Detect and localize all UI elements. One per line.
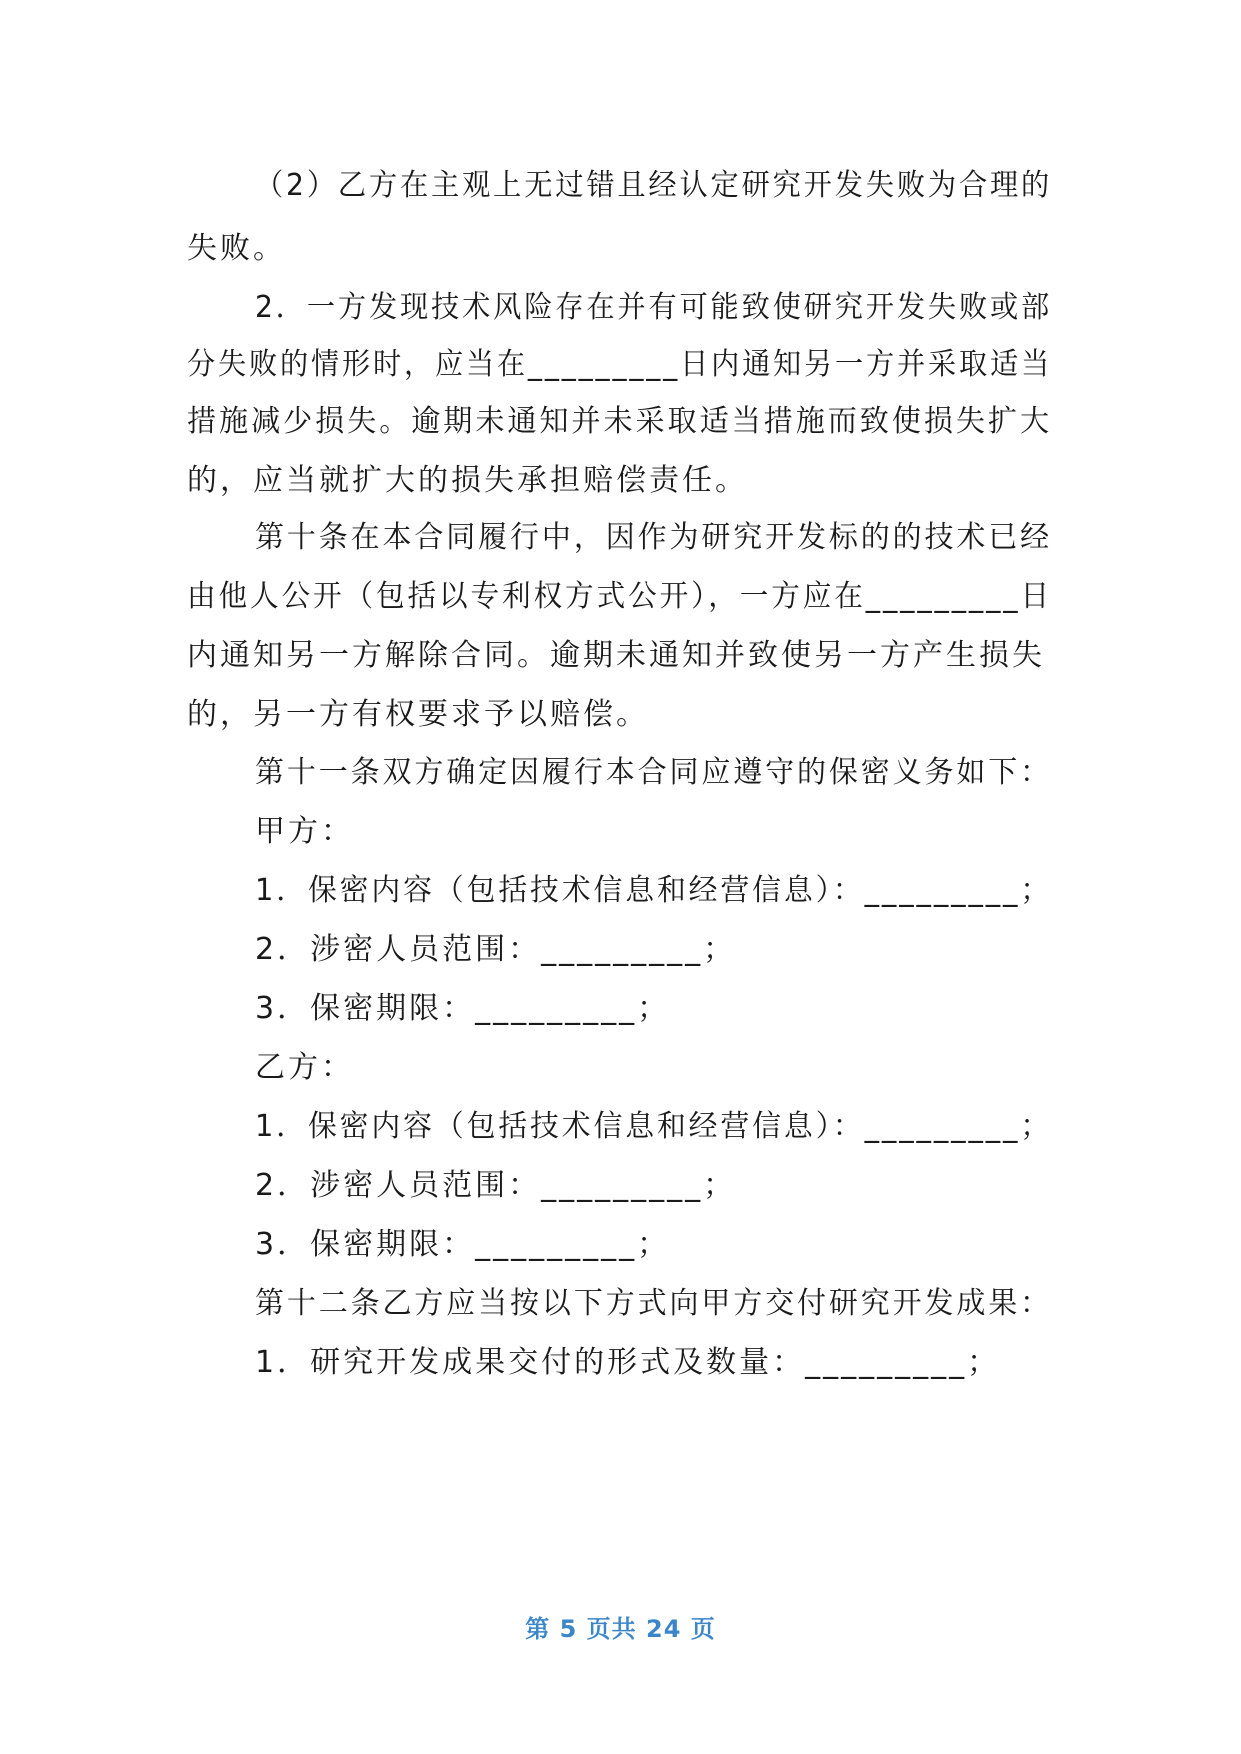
text-line: 2．一方发现技术风险存在并有可能致使研究开发失败或部 [255, 290, 1053, 325]
text-line: 3．保密期限：_________； [255, 1227, 671, 1262]
text-line: 第十二条乙方应当按以下方式向甲方交付研究开发成果： [255, 1286, 1053, 1321]
text-line: 1．保密内容（包括技术信息和经营信息）：_________； [255, 1109, 1053, 1144]
text-line: 内通知另一方解除合同。逾期未通知并致使另一方产生损失 [187, 638, 1045, 673]
text-line: 第十一条双方确定因履行本合同应遵守的保密义务如下： [255, 755, 1053, 790]
text-line: 2．涉密人员范围：_________； [255, 1168, 737, 1203]
text-line: 失败。 [187, 231, 286, 266]
text-line: 措施减少损失。逾期未通知并未采取适当措施而致使损失扩大 [187, 404, 1052, 439]
text-line: 甲方： [255, 814, 354, 849]
text-line: 2．涉密人员范围：_________； [255, 932, 737, 967]
text-line: 由他人公开（包括以专利权方式公开），一方应在_________日 [187, 579, 1052, 614]
text-line: 第十条在本合同履行中，因作为研究开发标的的技术已经 [255, 520, 1053, 555]
text-line: 分失败的情形时，应当在_________日内通知另一方并采取适当 [187, 347, 1053, 382]
text-line: 1．保密内容（包括技术信息和经营信息）：_________； [255, 873, 1053, 908]
text-line: 的，另一方有权要求予以赔偿。 [187, 697, 649, 732]
text-line: 1．研究开发成果交付的形式及数量：_________； [255, 1345, 1001, 1380]
text-line: （2）乙方在主观上无过错且经认定研究开发失败为合理的 [255, 168, 1053, 203]
page-number-footer: 第 5 页共 24 页 [525, 1615, 716, 1643]
text-line: 3．保密期限：_________； [255, 991, 671, 1026]
text-line: 的，应当就扩大的损失承担赔偿责任。 [187, 463, 748, 498]
text-line: 乙方： [255, 1050, 354, 1085]
